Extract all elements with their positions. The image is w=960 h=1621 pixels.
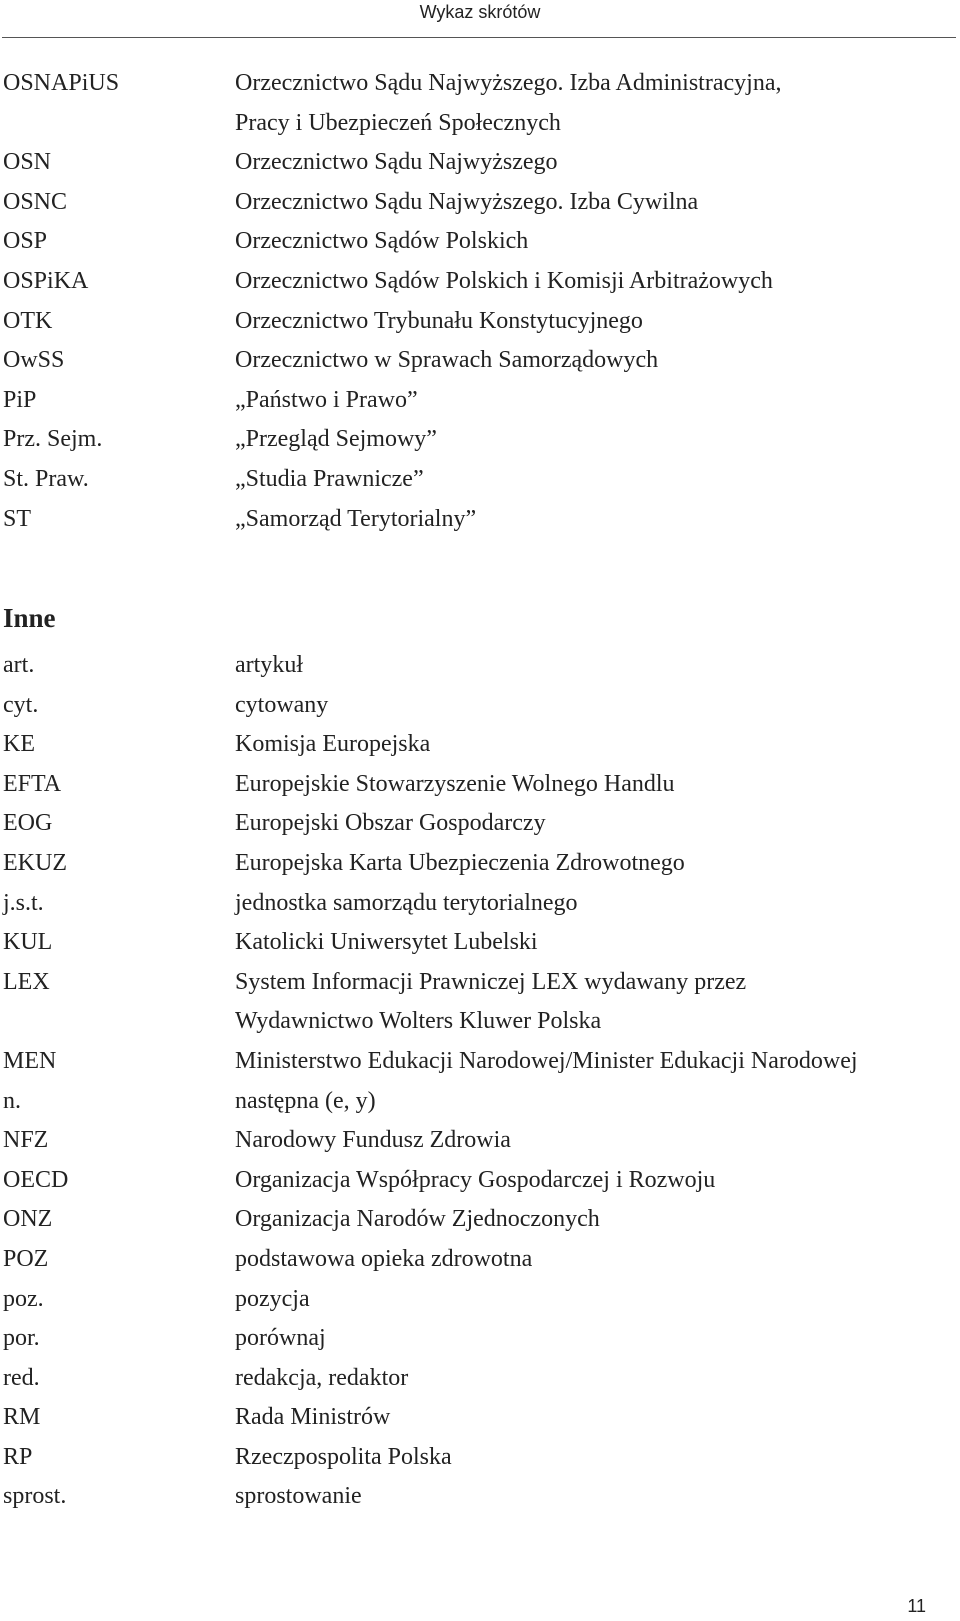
running-head: Wykaz skrótów xyxy=(419,2,541,22)
definition-line: Orzecznictwo Sądów Polskich xyxy=(235,228,529,255)
abbreviation-row xyxy=(3,1477,953,1517)
abbreviation-term: EKUZ xyxy=(3,849,67,876)
abbreviation-term: RM xyxy=(3,1404,41,1431)
abbreviation-term: poz. xyxy=(3,1285,44,1312)
abbreviation-term: St. Praw. xyxy=(3,465,89,492)
abbreviation-term: red. xyxy=(3,1364,40,1391)
abbreviation-row xyxy=(3,302,953,342)
definition-line: „Samorząd Terytorialny” xyxy=(235,505,477,532)
definition-line: „Przegląd Sejmowy” xyxy=(235,426,437,453)
definition-line: Organizacja Narodów Zjednoczonych xyxy=(235,1206,600,1233)
abbreviation-definition xyxy=(235,1398,953,1438)
abbreviation-definition xyxy=(235,1240,953,1280)
abbreviation-term: OSNC xyxy=(3,188,68,215)
definition-line: jednostka samorządu terytorialnego xyxy=(235,889,578,916)
abbreviation-term: POZ xyxy=(3,1245,49,1272)
abbreviation-definition xyxy=(235,64,953,143)
definition-line: podstawowa opieka zdrowotna xyxy=(235,1245,533,1272)
abbreviation-term: por. xyxy=(3,1325,40,1352)
abbreviation-definition xyxy=(235,963,953,1042)
definition-line: Europejski Obszar Gospodarczy xyxy=(235,810,546,837)
abbreviation-row xyxy=(3,420,953,460)
definition-line: Orzecznictwo w Sprawach Samorządowych xyxy=(235,347,659,374)
definition-line: „Państwo i Prawo” xyxy=(235,386,418,413)
abbreviation-row xyxy=(3,1240,953,1280)
abbreviation-term: LEX xyxy=(3,968,50,995)
abbreviation-term: OwSS xyxy=(3,347,65,374)
definition-line: Orzecznictwo Sądów Polskich i Komisji Arbitrażowych xyxy=(235,267,773,294)
abbreviation-definition xyxy=(235,1280,953,1320)
abbreviation-row xyxy=(3,725,953,765)
abbreviation-row xyxy=(3,143,953,183)
abbreviation-row xyxy=(3,262,953,302)
abbreviation-row xyxy=(3,222,953,262)
journal-abbreviation-list xyxy=(3,64,953,539)
abbreviation-definition xyxy=(235,844,953,884)
abbreviation-row xyxy=(3,460,953,500)
abbreviation-term: KE xyxy=(3,731,35,758)
definition-line: Orzecznictwo Sądu Najwyższego. Izba Administracyjna, xyxy=(235,70,782,96)
definition-line: Ministerstwo Edukacji Narodowej/Minister Edukacji Narodowej xyxy=(235,1047,858,1074)
other-abbreviation-list xyxy=(3,646,953,1517)
abbreviation-term: OTK xyxy=(3,307,53,334)
definition-line: Rada Ministrów xyxy=(235,1404,391,1431)
abbreviation-definition xyxy=(235,765,953,805)
abbreviation-term: EFTA xyxy=(3,770,62,797)
abbreviation-term: OSNAPiUS xyxy=(3,70,120,96)
abbreviation-row xyxy=(3,1121,953,1161)
abbreviation-definition xyxy=(235,222,953,262)
abbreviation-definition xyxy=(235,646,953,686)
abbreviation-term: j.s.t. xyxy=(3,889,44,916)
abbreviation-row xyxy=(3,500,953,540)
abbreviation-definition xyxy=(235,500,953,540)
definition-line: Rzeczpospolita Polska xyxy=(235,1443,452,1470)
definition-line: Pracy i Ubezpieczeń Społecznych xyxy=(235,109,561,136)
abbreviation-row xyxy=(3,341,953,381)
abbreviation-definition xyxy=(235,1200,953,1240)
abbreviation-definition xyxy=(235,1161,953,1201)
abbreviation-row xyxy=(3,884,953,924)
abbreviation-row xyxy=(3,686,953,726)
abbreviation-row xyxy=(3,804,953,844)
abbreviation-row xyxy=(3,646,953,686)
abbreviation-definition xyxy=(235,1121,953,1161)
definition-line: następna (e, y) xyxy=(235,1087,376,1114)
definition-line: Europejskie Stowarzyszenie Wolnego Handlu xyxy=(235,770,675,797)
definition-line: System Informacji Prawniczej LEX wydawany przez xyxy=(235,968,747,995)
abbreviation-definition xyxy=(235,1359,953,1399)
abbreviation-term: ONZ xyxy=(3,1206,53,1233)
abbreviation-definition xyxy=(235,686,953,726)
definition-line: sprostowanie xyxy=(235,1483,362,1510)
abbreviation-row xyxy=(3,1082,953,1122)
abbreviation-definition xyxy=(235,460,953,500)
section-heading-inne: Inne xyxy=(3,603,56,633)
abbreviation-definition xyxy=(235,262,953,302)
abbreviation-row xyxy=(3,1161,953,1201)
abbreviation-definition xyxy=(235,302,953,342)
definition-line: Komisja Europejska xyxy=(235,731,431,758)
abbreviation-row xyxy=(3,1319,953,1359)
definition-line: redakcja, redaktor xyxy=(235,1364,409,1391)
abbreviation-definition xyxy=(235,1438,953,1478)
abbreviation-term: NFZ xyxy=(3,1127,49,1154)
definition-line: porównaj xyxy=(235,1325,326,1352)
abbreviation-term: Prz. Sejm. xyxy=(3,426,103,453)
abbreviation-row xyxy=(3,1398,953,1438)
abbreviation-definition xyxy=(235,143,953,183)
definition-line: pozycja xyxy=(235,1285,310,1312)
abbreviation-term: cyt. xyxy=(3,691,39,718)
definition-line: Orzecznictwo Sądu Najwyższego. Izba Cywilna xyxy=(235,188,699,215)
abbreviation-definition xyxy=(235,725,953,765)
abbreviation-row xyxy=(3,765,953,805)
abbreviation-row xyxy=(3,1200,953,1240)
abbreviation-term: OSPiKA xyxy=(3,267,89,294)
definition-line: Europejska Karta Ubezpieczenia Zdrowotnego xyxy=(235,849,685,876)
definition-line: Orzecznictwo Trybunału Konstytucyjnego xyxy=(235,307,643,334)
definition-line: „Studia Prawnicze” xyxy=(235,465,424,492)
abbreviation-row xyxy=(3,64,953,143)
definition-line: artykuł xyxy=(235,652,303,678)
abbreviation-definition xyxy=(235,341,953,381)
abbreviation-term: OSN xyxy=(3,149,52,176)
abbreviation-term: n. xyxy=(3,1087,21,1114)
abbreviation-term: KUL xyxy=(3,929,53,956)
abbreviation-definition xyxy=(235,1082,953,1122)
abbreviation-definition xyxy=(235,381,953,421)
abbreviation-term: OECD xyxy=(3,1166,69,1193)
abbreviation-definition xyxy=(235,1477,953,1517)
abbreviation-term: EOG xyxy=(3,810,53,837)
abbreviation-definition xyxy=(235,183,953,223)
abbreviation-row xyxy=(3,183,953,223)
abbreviation-term: RP xyxy=(3,1443,33,1470)
abbreviation-term: OSP xyxy=(3,228,48,255)
abbreviation-row xyxy=(3,1359,953,1399)
abbreviation-row xyxy=(3,1438,953,1478)
abbreviation-definition xyxy=(235,804,953,844)
abbreviation-row xyxy=(3,1280,953,1320)
abbreviation-row xyxy=(3,844,953,884)
definition-line: Orzecznictwo Sądu Najwyższego xyxy=(235,149,558,176)
abbreviation-term: PiP xyxy=(3,386,37,413)
abbreviation-definition xyxy=(235,1319,953,1359)
abbreviation-term: ST xyxy=(3,505,32,532)
definition-line: cytowany xyxy=(235,691,329,718)
header-rule xyxy=(2,37,956,38)
abbreviation-row xyxy=(3,1042,953,1082)
abbreviation-row xyxy=(3,963,953,1042)
abbreviation-definition xyxy=(235,923,953,963)
definition-line: Katolicki Uniwersytet Lubelski xyxy=(235,929,538,956)
definition-line: Wydawnictwo Wolters Kluwer Polska xyxy=(235,1008,602,1035)
abbreviation-row xyxy=(3,381,953,421)
abbreviation-term: MEN xyxy=(3,1047,57,1074)
abbreviation-term: sprost. xyxy=(3,1483,67,1510)
abbreviation-definition xyxy=(235,884,953,924)
abbreviation-term: art. xyxy=(3,652,35,678)
abbreviation-row xyxy=(3,923,953,963)
page-number: 11 xyxy=(907,1596,926,1616)
definition-line: Organizacja Współpracy Gospodarczej i Rozwoju xyxy=(235,1166,716,1193)
abbreviation-definition xyxy=(235,420,953,460)
definition-line: Narodowy Fundusz Zdrowia xyxy=(235,1127,511,1154)
abbreviation-definition xyxy=(235,1042,953,1082)
